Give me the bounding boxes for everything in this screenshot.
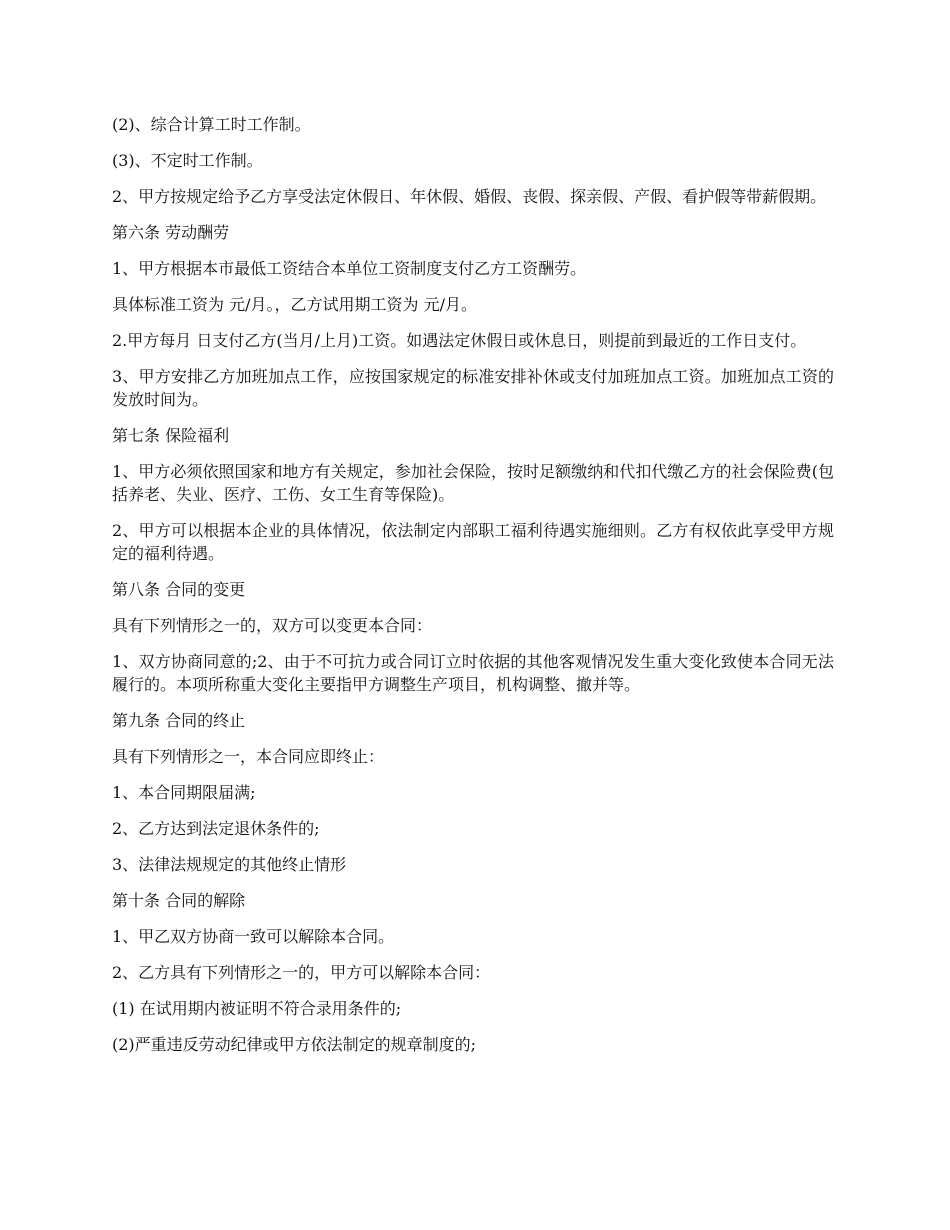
overtime-paragraph: 3、甲方安排乙方加班加点工作，应按国家规定的标准安排补休或支付加班加点工资。加班加点工资的发放时间为。: [112, 367, 834, 409]
termination-intro: 具有下列情形之一，本合同应即终止：: [112, 747, 385, 766]
clause-item-3: (3)、不定时工作制。: [112, 151, 263, 170]
termination-item-2: 2、乙方达到法定退休条件的;: [112, 819, 320, 838]
document-page: [112, 113, 834, 1069]
payday-paragraph: 2.甲方每月 日支付乙方(当月/上月)工资。如遇法定休假日或休息日，则提前到最近的工作日支付。: [112, 331, 807, 350]
wage-basis-paragraph: 1、甲方根据本市最低工资结合本单位工资制度支付乙方工资酬劳。: [112, 259, 587, 278]
dissolution-item-2: 2、乙方具有下列情形之一的，甲方可以解除本合同：: [112, 963, 491, 982]
clause-item-2: (2)、综合计算工时工作制。: [112, 115, 311, 134]
standard-wage-paragraph: 具体标准工资为 元/月。，乙方试用期工资为 元/月。: [112, 295, 477, 314]
dissolution-subitem-2: (2)严重违反劳动纪律或甲方依法制定的规章制度的;: [112, 1035, 477, 1054]
termination-item-3: 3、法律法规规定的其他终止情形: [112, 855, 347, 874]
termination-item-1: 1、本合同期限届满;: [112, 783, 256, 802]
section-heading-article-9: 第九条 合同的终止: [112, 711, 246, 730]
section-heading-article-7: 第七条 保险福利: [112, 426, 230, 445]
social-insurance-paragraph: 1、甲方必须依照国家和地方有关规定，参加社会保险，按时足额缴纳和代扣代缴乙方的社会保险费(包括养老、失业、医疗、工伤、女工生育等保险)。: [112, 462, 834, 504]
section-heading-article-10: 第十条 合同的解除: [112, 891, 246, 910]
welfare-paragraph: 2、甲方可以根据本企业的具体情况，依法制定内部职工福利待遇实施细则。乙方有权依此享受甲方规定的福利待遇。: [112, 521, 834, 563]
change-conditions-intro: 具有下列情形之一的，双方可以变更本合同：: [112, 616, 433, 635]
section-heading-article-6: 第六条 劳动酬劳: [112, 223, 230, 242]
dissolution-subitem-1: (1) 在试用期内被证明不符合录用条件的;: [112, 999, 402, 1018]
change-conditions-paragraph: 1、双方协商同意的;2、由于不可抗力或合同订立时依据的其他客观情况发生重大变化致使本合同无法履行的。本项所称重大变化主要指甲方调整生产项目，机构调整、撤并等。: [112, 652, 834, 694]
dissolution-item-1: 1、甲乙双方协商一致可以解除本合同。: [112, 927, 395, 946]
paid-leave-paragraph: 2、甲方按规定给予乙方享受法定休假日、年休假、婚假、丧假、探亲假、产假、看护假等带薪假期。: [112, 187, 827, 206]
section-heading-article-8: 第八条 合同的变更: [112, 580, 246, 599]
